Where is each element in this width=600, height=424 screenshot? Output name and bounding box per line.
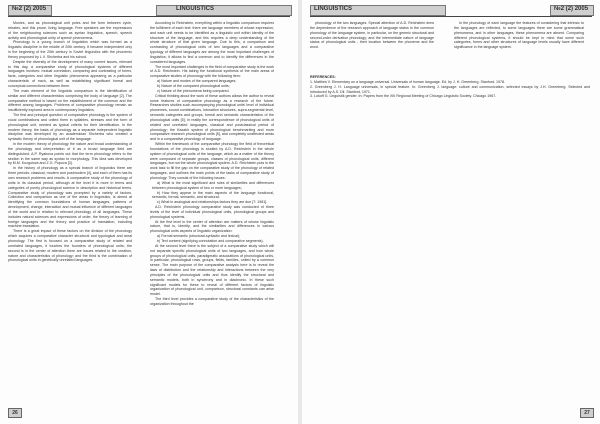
reference-item: 2. Greenberg J. H. Language universals, in special feature. In: Greenberg J. language: culture and communication, selected essays by J.H. Greenberg. Selected and introduced by A.S. Dil. Stanford, 1971. xyxy=(310,84,590,94)
section-title: LINGUISTICS xyxy=(176,6,215,12)
paragraph: The most important challenges in the field of comparative study is the work of A.D. Reichstein. His taking the functional synthesis of the main areas of comparative studies of phonology with the following item: xyxy=(150,64,274,79)
paragraph: The third level provides a comparative study of the characteristics of the organization throughout the xyxy=(150,297,274,306)
paragraph: There is a great impact of these factors on the division of the phonology which acquires a comparative character structural and typological and areal phonology. The first is focused on a comparative study of related and unrelated languages, it touches the founders of phonological units; the second is in the center of attention there are issues related to the creation, nature and characteristics of phonology; and the third is the combination of phonological units in genetically unrelated languages. xyxy=(8,229,132,263)
list-item: c) What in analogical and relationships factors they are due [7: 1981]. xyxy=(157,200,268,205)
left-page-header xyxy=(0,5,298,14)
section-title: LINGUISTICS xyxy=(314,6,353,12)
paragraph: A.D. Reichstein phonology comparative study was conducted of three levels of the level of individual phonological units, phonological groups and phonological systems. xyxy=(150,205,274,219)
page-number: 27 xyxy=(580,408,594,418)
references-block xyxy=(310,75,590,99)
list-item: c) Nature of the phenomena being compared. xyxy=(157,88,230,93)
right-page-column-2 xyxy=(454,21,584,50)
list-item: a) What is the most significant and rules of similarities and differences between phonological system of two or more languages; xyxy=(152,180,274,190)
paragraph: Within the framework of the comparative phonology the field of theoretical foundations of the phonology is studied by A.D. Reichstein in the whole system of phonological units of the language, which as a matter of the theory were composed of separate groups, classes of phonological units, different languages, but not the whole phonological system. A.D. Reichstein puts in the work task to fill the gap on the comparative study of the phonology of related languages, and outlines the main points of the tasks of comparative study of phonology. They consist of the following issues: xyxy=(150,142,274,180)
paragraph: Monies, and as phonological unit poles and the form between cycle, rebates, and this prune, living language. Free speakers are the expressions of the neighbouring sciences such as syntax linguistics, speech, speech activity and phonological unity of speech phenomena. xyxy=(8,21,132,40)
paragraph: The main element of the linguistic comparison is the identification of similar and different characteristics comprising the body of language [2]. The comparative method is based on the establishment of the common and the different among languages. Problems of comparative phonology remain an insufficiently explored area in contemporary linguistics. xyxy=(8,88,132,113)
left-page-column-2 xyxy=(150,21,274,307)
paragraph: In the history of phonology as a special branch of linguistics there are three periods: classical, modern and postmodern [4], and each of them has its own research problems and results. A comparative study of the phonology of units in its classical period, although at the level it is more in terms and categories of purely phonological science in description and historical terms. Comparative study of phonology was prompted by a variety of factors. Collection and comparison as one of the areas in linguistics, is aimed at identifying the common foundations of human languages, patterns of development, change, interaction and mutual influence of different languages of the world and in relation to relevant phonology of all languages. These includes natural sciences and expressions of order, the theory of learning of foreign languages and the theory and practice of translation, including machine translation. xyxy=(8,166,132,229)
paragraph: Despite the diversity of the development of many current issues, relevant to this day, a comparative study of phonological systems of different languages involves: mutual correlation, comparing and contrasting of forms, facts, categories and other linguistic phenomena appearing as a particular characteristic of each, as well as establishing significant formal and conceptual connections between them. xyxy=(8,59,132,88)
right-page-header xyxy=(302,5,600,14)
list-item: b) How they appear in the main aspects of the language functional, semantic, formal, semantic, and structural; xyxy=(152,190,274,200)
paragraph: The first and principal question of comparative phonology is the system of vocal combinations and united them in syllables, stresses and the form of phonological unit, needed as typical criteria for their identification. In the modern theory, the basis of phonology as a separate independent linguistic discipline was developed by an academician Shcherba who created a syntactic theory of phonological unit of the language. xyxy=(8,113,132,142)
paragraph: At the first level in the center of attention are matters of whose linguistic nature, that is, identity, and the similarities and differences in various phonological units aspects of linguistic organization: xyxy=(150,219,274,234)
issue-label: №2 (2) 2005 xyxy=(12,6,47,12)
paragraph: Critical thinking about the work of these authors allows the author to reveal some features of comparative phonology as a research of the future. Researches studies such accompanying phonological units' level of individual phonemes, sound combinations, intonation structures, supra-segmental level, semantic categories and groups, formal and semantic characteristics of the phonological units [5]; in reality the correspondence of phonological units of related and unrelated languages, classical and postclassical period of phonology; the Kazakh system of phonological benchmarking and more comparative research phonological units [5], and completely unaffected areas and in a comparative phonology of language. xyxy=(150,93,274,142)
list-item: a) Formal semantic (structural-syntactic and lexical); xyxy=(157,234,241,239)
paragraph: Phonology is a young branch of linguistics which was formed as a linguistic discipline in the middle of 20th century. It became independent only in the beginning of the 20th century in Soviet linguistics with the phonemic theory proposed by L.V. Shcherba and his school. xyxy=(8,40,132,59)
header-rule xyxy=(310,16,592,17)
list-item: b) Nature of the compared phonological units; xyxy=(157,83,230,88)
paragraph: In the phonology of each language the features of considering that intrinsic to the languages are reflected, to some languages there are some grammatical phenomena, and in other languages, these phenomena are absent. Comparing different phonological systems, it should be kept in mind that some such categories, forms and other structures of language levels usually have different significance in the language system. xyxy=(454,21,584,50)
issue-label: №2 (2) 2005 xyxy=(554,6,589,12)
left-page xyxy=(0,0,298,424)
paragraph: phonology of the two languages. Special attention of A.D. Reichstein drew the dependence of the research approach of language status in the common phonology of the language system, in particular, on the generic structural and second-order derivation phonology; and the intermediate nature of language status of phonological units - their location between the phoneme and the word. xyxy=(310,21,434,50)
reference-item: 3. Lokoff G. Linguistik gender. In: Papers from the XIII Regional Meeting of Chicago Linguistic Society. Chicago 1967. xyxy=(310,94,497,99)
list-item: b) Text content (signifying connotation and comparative segments). xyxy=(157,238,264,243)
left-page-column-1 xyxy=(8,21,132,263)
paragraph: In the modern theory of phonology the nature and broad understanding of the phonology and interpretation of it as a broad language field are distinguished. A.P. Ryabova points out that the term phonology refers to the section in the same way as syntax to morphology. This idea was developed by M.M. Kuzgolova and Z.G. Popova [3]. xyxy=(8,142,132,166)
right-page-column-1 xyxy=(310,21,434,50)
list-item: a) Nature and modes of the compared languages; xyxy=(157,79,237,84)
right-page xyxy=(302,0,600,424)
page-number: 26 xyxy=(8,408,22,418)
references-title: REFERENCES: xyxy=(310,75,336,79)
header-rule xyxy=(8,16,290,17)
paragraph: At the second level there is the subject of a comparative study which will not separate specific phonological units of two languages, and how whole groups of phonological units, paradigmatic associations of phonological units, in particular, phonological rows, groups, fields, families, united by a common sense. The main purpose of the comparative analysis here is to reveal the laws of distribution and the relationship and interactions between the very principles of the phonological units and thus identify the structural and semantic models, both in synchrony and in diachronic. In these such significant models for these to reveal of different factors of linguistic organization of phonological unit, comparison, structural constants can arise model. xyxy=(150,243,274,297)
paragraph: According to Reichstein, everything within a linguistic comparison requires the fulfilment of each text: there are language members of whose expression, and each unit needs to be identified as a linguistic unit within identity of the structure of the language, and this requires a deep understanding of the whole structure of that given language. Due to this, a comparison and contrasting of phonological units of two languages and a comparative typology of different languages are among the most important challenges of linguistics; it allows to find a common and to identify the differences in the considered languages. xyxy=(150,21,274,64)
reference-item: 1. Matthes V. Elementary on a language universal. Universals of human language. Ed. by J. H. Greenberg. Stanford, 1978. xyxy=(310,79,506,84)
